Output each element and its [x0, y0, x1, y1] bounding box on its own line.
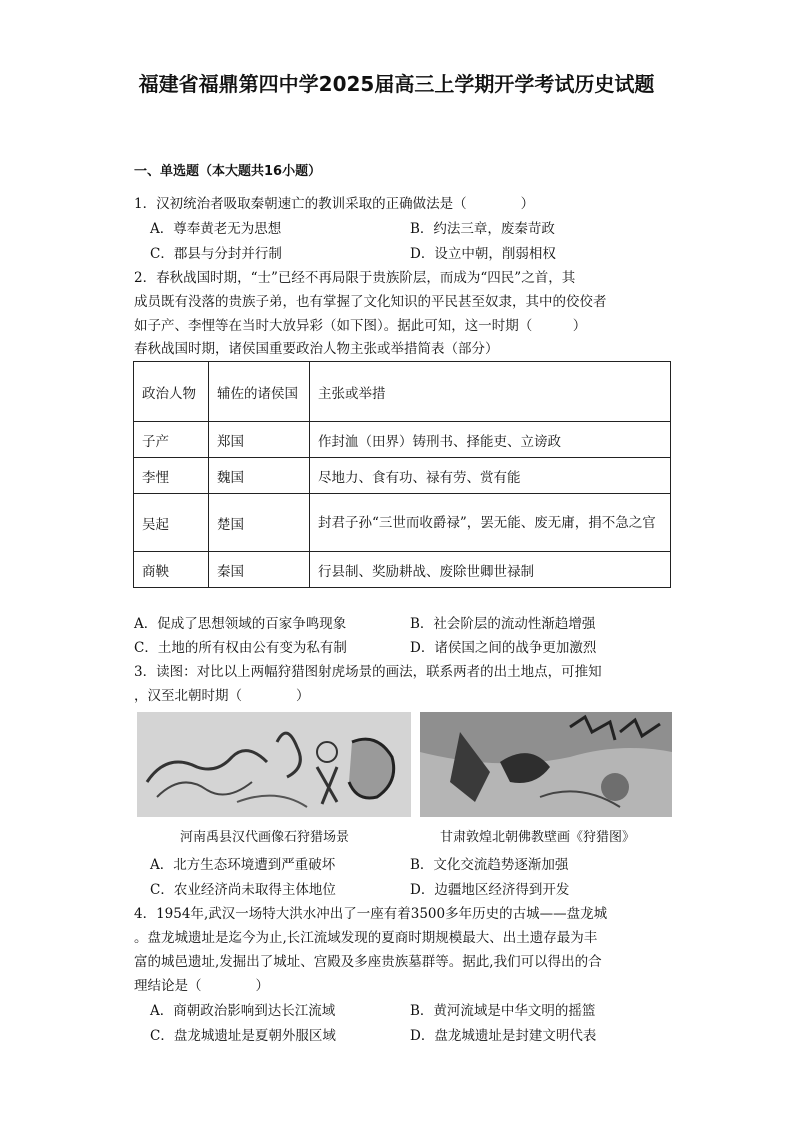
q4-option-a[interactable]: A．商朝政治影响到达长江流域	[150, 1003, 336, 1019]
q4-option-b[interactable]: B．黄河流域是中华文明的摇篮	[410, 1003, 596, 1019]
table-cell: 郑国	[209, 422, 310, 458]
q2-table-caption: 春秋战国时期，诸侯国重要政治人物主张或举措简表（部分）	[134, 341, 499, 357]
q1-stem: 1．汉初统治者吸取秦朝速亡的教训采取的正确做法是（ ）	[134, 196, 535, 212]
table-header-cell: 辅佐的诸侯国	[209, 362, 310, 422]
table-header-row	[134, 362, 671, 422]
table-cell: 李悝	[134, 458, 209, 494]
left-image-caption: 河南禹县汉代画像石狩猎场景	[180, 830, 350, 845]
section-heading: 一、单选题（本大题共16小题）	[134, 164, 322, 179]
q2-stem-line2: 成员既有没落的贵族子弟，也有掌握了文化知识的平民甚至奴隶，其中的佼佼者	[134, 294, 607, 310]
q3-option-c[interactable]: C．农业经济尚未取得主体地位	[150, 882, 336, 898]
q2-stem-line3: 如子产、李悝等在当时大放异彩（如下图）。据此可知，这一时期（ ）	[134, 318, 587, 334]
dunhuang-mural-image	[420, 712, 672, 817]
table-cell: 封君子孙“三世而收爵禄”，罢无能、废无庸，捐不急之官	[310, 494, 671, 552]
q3-option-b[interactable]: B．文化交流趋势逐渐加强	[410, 857, 569, 873]
table-row	[134, 552, 671, 588]
table-cell: 尽地力、食有功、禄有劳、赏有能	[310, 458, 671, 494]
politicians-table	[133, 361, 671, 588]
table-cell: 秦国	[209, 552, 310, 588]
table-row	[134, 422, 671, 458]
q1-option-a[interactable]: A．尊奉黄老无为思想	[150, 221, 282, 237]
table-cell: 吴起	[134, 494, 209, 552]
q1-option-c[interactable]: C．郡县与分封并行制	[150, 246, 282, 262]
table-cell: 行县制、奖励耕战、废除世卿世禄制	[310, 552, 671, 588]
table-cell: 楚国	[209, 494, 310, 552]
q2-option-a[interactable]: A．促成了思想领域的百家争鸣现象	[134, 616, 347, 632]
table-row	[134, 494, 671, 552]
q4-stem-line2: 。盘龙城遗址是迄今为止,长江流域发现的夏商时期规模最大、出土遗存最为丰	[134, 930, 598, 946]
q2-stem-line1: 2．春秋战国时期，“士”已经不再局限于贵族阶层，而成为“四民”之首，其	[134, 270, 576, 286]
q1-option-d[interactable]: D．设立中朝，削弱相权	[410, 246, 556, 262]
q3-stem-line1: 3．读图：对比以上两幅狩猎图射虎场景的画法，联系两者的出土地点，可推知	[134, 664, 602, 680]
table-row	[134, 458, 671, 494]
exam-title: 福建省福鼎第四中学2025届高三上学期开学考试历史试题	[138, 72, 655, 96]
table-header-cell: 政治人物	[134, 362, 209, 422]
q4-option-d[interactable]: D．盘龙城遗址是封建文明代表	[410, 1028, 597, 1044]
q4-stem-line4: 理结论是（ ）	[134, 978, 269, 994]
q3-option-a[interactable]: A．北方生态环境遭到严重破坏	[150, 857, 336, 873]
q4-stem-line3: 富的城邑遗址,发掘出了城址、宫殿及多座贵族墓群等。据此,我们可以得出的合	[134, 954, 602, 970]
right-image-caption: 甘肃敦煌北朝佛教壁画《狩猎图》	[440, 830, 636, 845]
table-cell: 魏国	[209, 458, 310, 494]
q1-option-b[interactable]: B．约法三章，废秦苛政	[410, 221, 555, 237]
q3-option-d[interactable]: D．边疆地区经济得到开发	[410, 882, 570, 898]
q4-option-c[interactable]: C．盘龙城遗址是夏朝外服区域	[150, 1028, 336, 1044]
table-cell: 商鞅	[134, 552, 209, 588]
q3-stem-line2: ，汉至北朝时期（ ）	[134, 688, 310, 704]
han-stone-relief-image	[137, 712, 411, 817]
table-cell: 子产	[134, 422, 209, 458]
q2-option-d[interactable]: D．诸侯国之间的战争更加激烈	[410, 640, 597, 656]
q2-option-c[interactable]: C．土地的所有权由公有变为私有制	[134, 640, 347, 656]
q4-stem-line1: 4．1954年,武汉一场特大洪水冲出了一座有着3500多年历史的古城——盘龙城	[134, 906, 608, 922]
q2-option-b[interactable]: B．社会阶层的流动性渐趋增强	[410, 616, 596, 632]
table-cell: 作封洫（田界）铸刑书、择能吏、立谤政	[310, 422, 671, 458]
table-header-cell: 主张或举措	[310, 362, 671, 422]
